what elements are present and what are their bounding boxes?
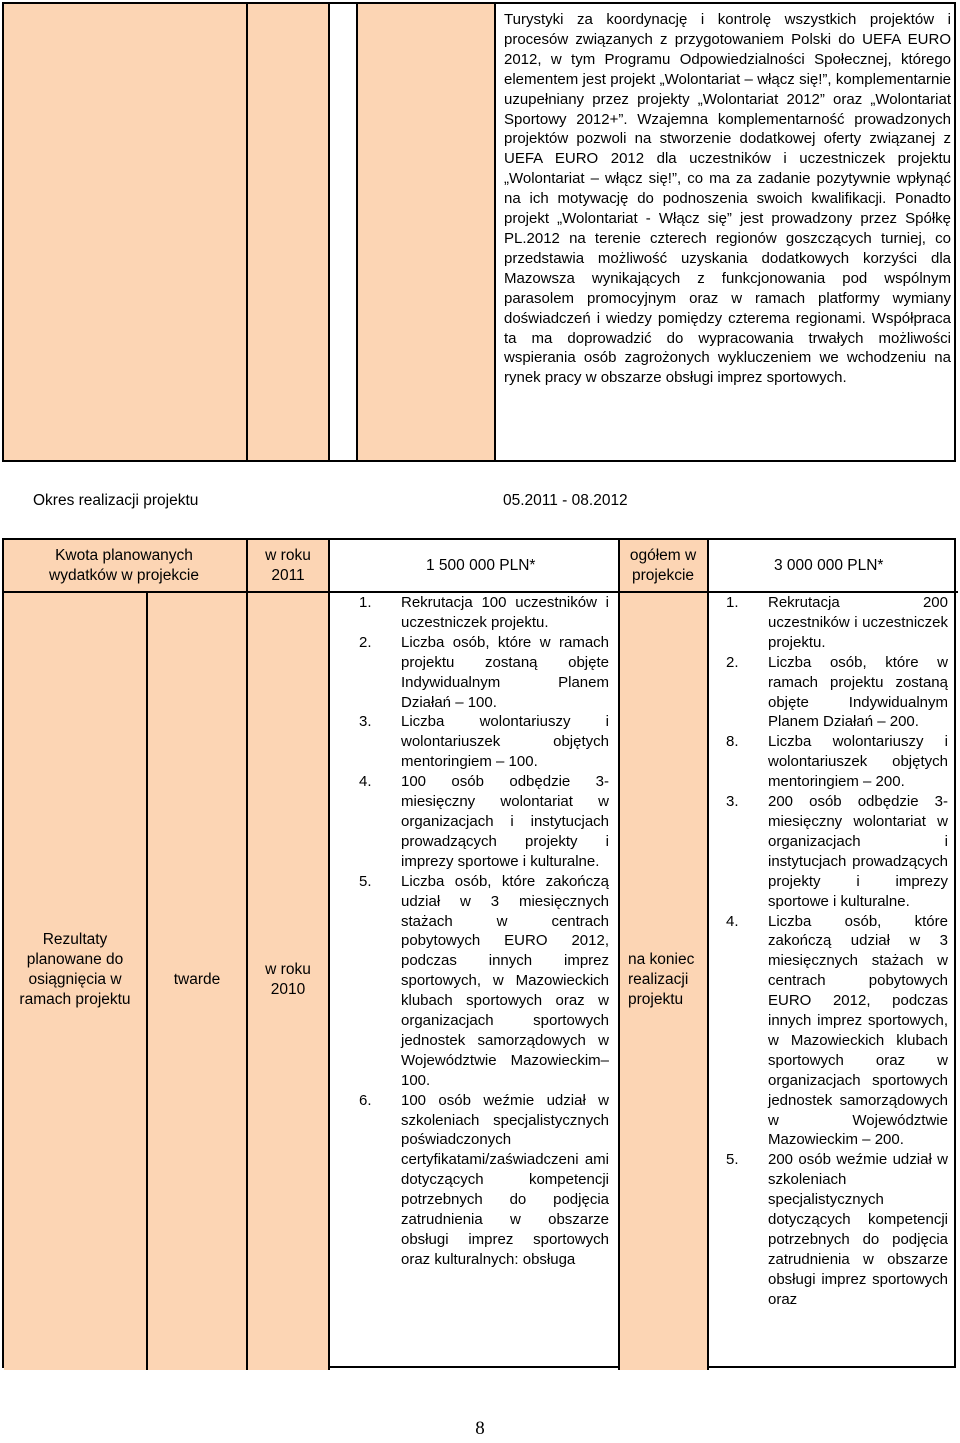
period-label: Okres realizacji projektu [33,492,199,509]
year-result-item-number: 4. [359,773,372,791]
total-result-item-number: 2. [726,653,739,671]
total-result-item-text: Liczba osób, które zakończą udział w 3 miesięcznych stażach w centrach pobytowych EURO 2012, podczas innych imprez sportowych, w Mazowieckich klubach sportowych oraz w organizacjach sportowych jednostek samorządowych w Województwie Mazowieckim – 200. [768,912,948,1149]
total-result-item [726,732,948,792]
budget-year-label: w roku 2011 [265,547,311,584]
total-result-item [726,1150,948,1309]
year-result-item [359,593,609,633]
year-column-bg [248,540,328,1370]
total-result-item [726,792,948,911]
total-result-item [726,912,948,1151]
year-result-item-text: 100 osób odbędzie 3-miesięczny wolontariat w organizacjach i instytucjach prowadzących projekty i imprezy sportowe i kulturalne. [401,773,609,870]
year-result-item [359,1091,609,1270]
total-result-item-text: 200 osób weźmie udział w szkoleniach specjalistycznych dotyczących kompetencji potrzebnych do podjęcia zatrudnienia w obszarze obsługi imprez sportowych oraz [768,1151,948,1308]
year-result-item-text: Liczba osób, które zakończą udział w 3 miesięcznych stażach w centrach pobytowych EURO 2012, podczas innych imprez sportowych, w Mazowieckich klubach sportowych oraz w organizacjach sportowych jednostek samorządowych w Województwie Mazowieckim– 100. [401,872,609,1089]
top-separator-2 [328,4,330,460]
top-orange-cell-left [4,4,246,460]
page-number: 8 [475,1418,485,1439]
year-results-list [359,593,609,1270]
budget-total-label: ogółem w projekcie [629,547,697,584]
total-result-item-number: 5. [726,1151,739,1169]
year-result-item-text: Rekrutacja 100 uczestników i uczestniczek projektu. [401,594,609,631]
results-label: Rezultaty planowane do osiągnięcia w ramach projektu [19,931,131,1008]
year-result-item-text: Liczba wolontariuszy i wolontariuszek objętych mentoringiem – 100. [401,713,609,771]
total-results-list [726,593,948,1310]
total-result-item-text: Liczba osób, które w ramach projektu zostaną objęte Indywidualnym Planem Działań – 200. [768,653,948,731]
year-result-item-number: 1. [359,594,372,611]
col-divider-3 [328,540,330,1370]
total-result-item [726,653,948,733]
results-year-label: w roku 2010 [265,961,311,998]
total-result-item-text: 200 osób odbędzie 3-miesięczny wolontariat w organizacjach i instytucjach prowadzących projekty i imprezy sportowe i kulturalne. [768,793,948,910]
period-value: 05.2011 - 08.2012 [503,492,628,509]
year-result-item [359,633,609,713]
total-result-item [726,593,948,653]
year-result-item-text: Liczba osób, które w ramach projektu zostaną objęte Indywidualnym Planem Działań – 100. [401,633,609,711]
results-type: twarde [173,971,221,988]
total-result-item-number: 1. [726,594,739,611]
budget-label: Kwota planowanych wydatków w projekcie [49,547,199,584]
year-result-item-number: 6. [359,1091,372,1109]
year-result-item-number: 3. [359,713,372,731]
top-table [2,2,956,462]
year-result-item [359,772,609,872]
budget-results-table [2,538,956,1368]
total-result-item-number: 4. [726,912,739,930]
total-result-item-number: 8. [726,733,739,751]
year-result-item-number: 2. [359,633,372,651]
results-end-label: na koniec realizacji projektu [628,951,695,1008]
top-orange-cell-right [358,4,494,460]
year-result-item [359,872,609,1091]
total-result-item-text: Rekrutacja 200 uczestników i uczestniczek projektu. [768,594,948,651]
col-divider-4 [618,540,620,1370]
budget-total-amount: 3 000 000 PLN* [774,557,884,574]
year-result-item-text: 100 osób weźmie udział w szkoleniach specjalistycznych poświadczonych certyfikatami/zaświadczeni ami dotyczących kompetencji potrzebnych do podjęcia zatrudnienia w obszarze obsługi imprez sportowych oraz kulturalnych: obsługa [401,1091,609,1268]
total-result-item-text: Liczba wolontariuszy i wolontariuszek objętych mentoringiem – 200. [768,733,948,791]
col-divider-1 [146,593,148,1370]
budget-year-amount: 1 500 000 PLN* [426,557,536,574]
year-result-item [359,712,609,772]
project-description: Turystyki za koordynację i kontrolę wszystkich projektów i procesów związanych z przygotowaniem Polski do UEFA EURO 2012, w tym Programu Odpowiedzialności Społecznej, którego elementem jest projekt „Wolontariat – włącz się!”, komplementarnie uzupełniany przez projekty „Wolontariat 2012” oraz „Wolontariat Sportowy 2012+”. Wzajemna komplementarność prowadzonych projektów pozwoli na stworzenie dodatkowej oferty związanej z UEFA EURO 2012 dla uczestników i uczestniczek projektu „Wolontariat – włącz się!”, co ma za zadanie pozytywnie wpłynąć na ich motywację do podnoszenia swoich kwalifikacji. Ponadto projekt „Wolontariat - Włącz się” jest prowadzony przez Spółkę PL.2012 na terenie czterech regionów goszczących turniej, co przedstawia możliwość uzyskania dodatkowych korzyści dla Mazowsza wynikających z funkcjonowania pod wspólnym parasolem promocyjnym oraz w ramach platformy wymiany doświadczeń i wiedzy pomiędzy czterema regionami. Współpraca ta ma doprowadzić do wypracowania trwałych możliwości wspierania osób zagrożonych wykluczeniem we wchodzeniu na rynek pracy w obszarze obsługi imprez sportowych. [504,11,951,387]
top-separator-4 [494,4,496,460]
col-divider-2 [246,540,248,1370]
total-result-item-number: 3. [726,793,739,811]
year-result-item-number: 5. [359,872,372,890]
col-divider-5 [707,540,709,1370]
top-orange-cell-mid [248,4,328,460]
